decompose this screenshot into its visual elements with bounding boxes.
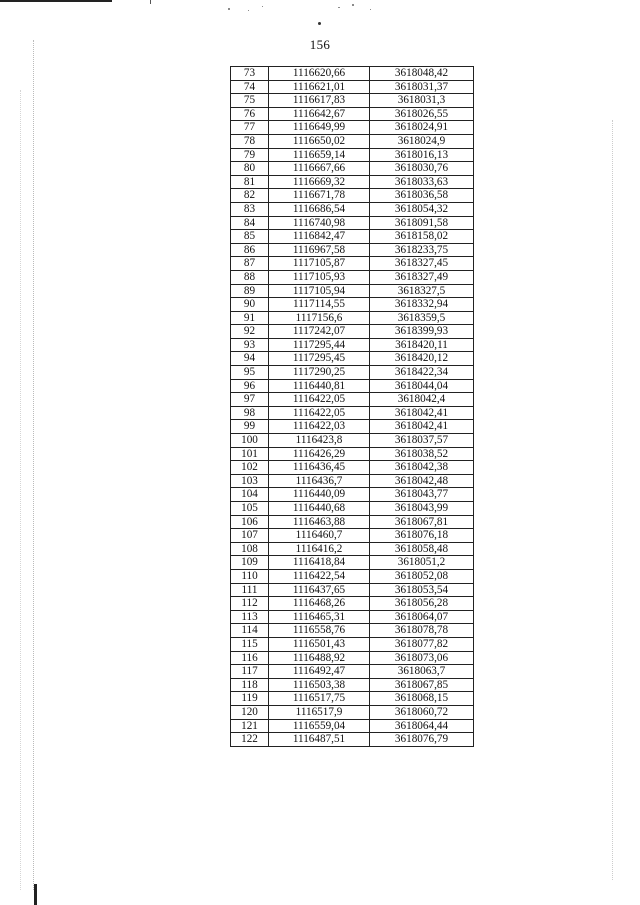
table-row: [231, 556, 474, 570]
x-coordinate-cell: 1116842,47: [269, 230, 370, 244]
x-coordinate-cell: 1116440,68: [269, 502, 370, 516]
point-number-cell: 92: [231, 325, 269, 339]
table-row: [231, 569, 474, 583]
y-coordinate-cell: 3618073,06: [370, 651, 474, 665]
x-coordinate-cell: 1116667,66: [269, 162, 370, 176]
point-number-cell: 90: [231, 298, 269, 312]
y-coordinate-cell: 3618054,32: [370, 202, 474, 216]
table-row: [231, 542, 474, 556]
y-coordinate-cell: 3618031,37: [370, 80, 474, 94]
scan-artifact-bottom-bar: [34, 884, 37, 905]
x-coordinate-cell: 1116501,43: [269, 637, 370, 651]
point-number-cell: 88: [231, 270, 269, 284]
point-number-cell: 86: [231, 243, 269, 257]
table-row: [231, 447, 474, 461]
x-coordinate-cell: 1117105,87: [269, 257, 370, 271]
point-number-cell: 103: [231, 474, 269, 488]
x-coordinate-cell: 1117105,93: [269, 270, 370, 284]
y-coordinate-cell: 3618064,44: [370, 719, 474, 733]
table-row: [231, 461, 474, 475]
x-coordinate-cell: 1116686,54: [269, 202, 370, 216]
x-coordinate-cell: 1116621,01: [269, 80, 370, 94]
point-number-cell: 85: [231, 230, 269, 244]
x-coordinate-cell: 1116659,14: [269, 148, 370, 162]
x-coordinate-cell: 1116558,76: [269, 624, 370, 638]
table-row: [231, 162, 474, 176]
x-coordinate-cell: 1116422,03: [269, 420, 370, 434]
x-coordinate-cell: 1116517,75: [269, 692, 370, 706]
table-row: [231, 692, 474, 706]
x-coordinate-cell: 1116465,31: [269, 610, 370, 624]
scan-artifact-speck: [248, 10, 249, 11]
y-coordinate-cell: 3618158,02: [370, 230, 474, 244]
y-coordinate-cell: 3618399,93: [370, 325, 474, 339]
y-coordinate-cell: 3618422,34: [370, 366, 474, 380]
point-number-cell: 107: [231, 529, 269, 543]
point-number-cell: 111: [231, 583, 269, 597]
scan-artifact-right-stripe: [612, 120, 613, 880]
point-number-cell: 94: [231, 352, 269, 366]
table-row: [231, 189, 474, 203]
x-coordinate-cell: 1116423,8: [269, 434, 370, 448]
y-coordinate-cell: 3618042,4: [370, 393, 474, 407]
scan-artifact-speck: [318, 22, 321, 25]
x-coordinate-cell: 1116436,7: [269, 474, 370, 488]
y-coordinate-cell: 3618063,7: [370, 665, 474, 679]
y-coordinate-cell: 3618043,99: [370, 502, 474, 516]
point-number-cell: 113: [231, 610, 269, 624]
table-row: [231, 80, 474, 94]
table-row: [231, 311, 474, 325]
table-row: [231, 515, 474, 529]
y-coordinate-cell: 3618048,42: [370, 67, 474, 81]
point-number-cell: 77: [231, 121, 269, 135]
y-coordinate-cell: 3618044,04: [370, 379, 474, 393]
point-number-cell: 83: [231, 202, 269, 216]
y-coordinate-cell: 3618038,52: [370, 447, 474, 461]
point-number-cell: 79: [231, 148, 269, 162]
point-number-cell: 73: [231, 67, 269, 81]
y-coordinate-cell: 3618051,2: [370, 556, 474, 570]
point-number-cell: 119: [231, 692, 269, 706]
y-coordinate-cell: 3618016,13: [370, 148, 474, 162]
x-coordinate-cell: 1116418,84: [269, 556, 370, 570]
table-row: [231, 474, 474, 488]
point-number-cell: 108: [231, 542, 269, 556]
y-coordinate-cell: 3618420,12: [370, 352, 474, 366]
y-coordinate-cell: 3618036,58: [370, 189, 474, 203]
table-row: [231, 705, 474, 719]
y-coordinate-cell: 3618077,82: [370, 637, 474, 651]
point-number-cell: 109: [231, 556, 269, 570]
y-coordinate-cell: 3618033,63: [370, 175, 474, 189]
table-row: [231, 678, 474, 692]
table-row: [231, 175, 474, 189]
point-number-cell: 74: [231, 80, 269, 94]
x-coordinate-cell: 1116460,7: [269, 529, 370, 543]
x-coordinate-cell: 1116492,47: [269, 665, 370, 679]
y-coordinate-cell: 3618031,3: [370, 94, 474, 108]
table-row: [231, 502, 474, 516]
x-coordinate-cell: 1116488,92: [269, 651, 370, 665]
point-number-cell: 101: [231, 447, 269, 461]
point-number-cell: 122: [231, 733, 269, 747]
point-number-cell: 95: [231, 366, 269, 380]
y-coordinate-cell: 3618327,5: [370, 284, 474, 298]
table-row: [231, 651, 474, 665]
point-number-cell: 78: [231, 134, 269, 148]
point-number-cell: 89: [231, 284, 269, 298]
x-coordinate-cell: 1117114,55: [269, 298, 370, 312]
table-row: [231, 243, 474, 257]
table-row: [231, 148, 474, 162]
table-row: [231, 665, 474, 679]
table-row: [231, 216, 474, 230]
point-number-cell: 97: [231, 393, 269, 407]
point-number-cell: 105: [231, 502, 269, 516]
point-number-cell: 112: [231, 597, 269, 611]
y-coordinate-cell: 3618327,45: [370, 257, 474, 271]
scan-artifact-speck: [352, 4, 354, 6]
y-coordinate-cell: 3618042,38: [370, 461, 474, 475]
scan-artifact-speck: [262, 6, 263, 7]
x-coordinate-cell: 1116620,66: [269, 67, 370, 81]
page-number: 156: [309, 37, 331, 52]
point-number-cell: 76: [231, 107, 269, 121]
table-row: [231, 733, 474, 747]
table-row: [231, 107, 474, 121]
x-coordinate-cell: 1116463,88: [269, 515, 370, 529]
x-coordinate-cell: 1116468,26: [269, 597, 370, 611]
point-number-cell: 80: [231, 162, 269, 176]
table-row: [231, 94, 474, 108]
point-number-cell: 81: [231, 175, 269, 189]
point-number-cell: 121: [231, 719, 269, 733]
table-row: [231, 393, 474, 407]
x-coordinate-cell: 1116437,65: [269, 583, 370, 597]
x-coordinate-cell: 1116487,51: [269, 733, 370, 747]
table-row: [231, 624, 474, 638]
point-number-cell: 114: [231, 624, 269, 638]
table-row: [231, 610, 474, 624]
point-number-cell: 75: [231, 94, 269, 108]
x-coordinate-cell: 1116740,98: [269, 216, 370, 230]
table-row: [231, 488, 474, 502]
point-number-cell: 100: [231, 434, 269, 448]
point-number-cell: 115: [231, 637, 269, 651]
x-coordinate-cell: 1116436,45: [269, 461, 370, 475]
y-coordinate-cell: 3618327,49: [370, 270, 474, 284]
point-number-cell: 84: [231, 216, 269, 230]
y-coordinate-cell: 3618068,15: [370, 692, 474, 706]
x-coordinate-cell: 1116650,02: [269, 134, 370, 148]
x-coordinate-cell: 1116422,54: [269, 569, 370, 583]
table-row: [231, 270, 474, 284]
y-coordinate-cell: 3618067,85: [370, 678, 474, 692]
table-row: [231, 379, 474, 393]
point-number-cell: 98: [231, 406, 269, 420]
point-number-cell: 120: [231, 705, 269, 719]
table-row: [231, 352, 474, 366]
table-row: [231, 230, 474, 244]
coordinates-table: [230, 66, 474, 747]
scan-artifact-tick: [150, 0, 151, 4]
y-coordinate-cell: 3618024,9: [370, 134, 474, 148]
table-row: [231, 121, 474, 135]
x-coordinate-cell: 1116503,38: [269, 678, 370, 692]
x-coordinate-cell: 1116671,78: [269, 189, 370, 203]
y-coordinate-cell: 3618233,75: [370, 243, 474, 257]
x-coordinate-cell: 1116440,09: [269, 488, 370, 502]
y-coordinate-cell: 3618043,77: [370, 488, 474, 502]
scan-artifact-top-line: [0, 0, 112, 2]
scan-artifact-speck: [228, 8, 230, 10]
table-row: [231, 597, 474, 611]
table-row: [231, 406, 474, 420]
x-coordinate-cell: 1116517,9: [269, 705, 370, 719]
y-coordinate-cell: 3618064,07: [370, 610, 474, 624]
y-coordinate-cell: 3618024,91: [370, 121, 474, 135]
x-coordinate-cell: 1117290,25: [269, 366, 370, 380]
point-number-cell: 117: [231, 665, 269, 679]
table-row: [231, 366, 474, 380]
table-row: [231, 338, 474, 352]
x-coordinate-cell: 1117105,94: [269, 284, 370, 298]
y-coordinate-cell: 3618076,18: [370, 529, 474, 543]
table-row: [231, 202, 474, 216]
y-coordinate-cell: 3618058,48: [370, 542, 474, 556]
x-coordinate-cell: 1116416,2: [269, 542, 370, 556]
point-number-cell: 104: [231, 488, 269, 502]
x-coordinate-cell: 1116967,58: [269, 243, 370, 257]
y-coordinate-cell: 3618042,48: [370, 474, 474, 488]
x-coordinate-cell: 1116642,67: [269, 107, 370, 121]
table-row: [231, 583, 474, 597]
point-number-cell: 87: [231, 257, 269, 271]
table-row: [231, 434, 474, 448]
table-row: [231, 637, 474, 651]
y-coordinate-cell: 3618067,81: [370, 515, 474, 529]
y-coordinate-cell: 3618030,76: [370, 162, 474, 176]
x-coordinate-cell: 1117295,44: [269, 338, 370, 352]
y-coordinate-cell: 3618359,5: [370, 311, 474, 325]
y-coordinate-cell: 3618056,28: [370, 597, 474, 611]
table-row: [231, 284, 474, 298]
y-coordinate-cell: 3618037,57: [370, 434, 474, 448]
scan-artifact-left-stripe: [33, 40, 34, 890]
point-number-cell: 102: [231, 461, 269, 475]
point-number-cell: 106: [231, 515, 269, 529]
point-number-cell: 93: [231, 338, 269, 352]
y-coordinate-cell: 3618053,54: [370, 583, 474, 597]
point-number-cell: 99: [231, 420, 269, 434]
y-coordinate-cell: 3618042,41: [370, 420, 474, 434]
y-coordinate-cell: 3618078,78: [370, 624, 474, 638]
y-coordinate-cell: 3618042,41: [370, 406, 474, 420]
table-row: [231, 719, 474, 733]
x-coordinate-cell: 1116617,83: [269, 94, 370, 108]
y-coordinate-cell: 3618420,11: [370, 338, 474, 352]
table-row: [231, 67, 474, 81]
x-coordinate-cell: 1116440,81: [269, 379, 370, 393]
x-coordinate-cell: 1117242,07: [269, 325, 370, 339]
x-coordinate-cell: 1116649,99: [269, 121, 370, 135]
y-coordinate-cell: 3618091,58: [370, 216, 474, 230]
y-coordinate-cell: 3618076,79: [370, 733, 474, 747]
point-number-cell: 91: [231, 311, 269, 325]
table-row: [231, 298, 474, 312]
point-number-cell: 110: [231, 569, 269, 583]
table-row: [231, 529, 474, 543]
x-coordinate-cell: 1116422,05: [269, 393, 370, 407]
table-row: [231, 134, 474, 148]
coordinates-table-body: [231, 67, 474, 747]
x-coordinate-cell: 1116559,04: [269, 719, 370, 733]
y-coordinate-cell: 3618026,55: [370, 107, 474, 121]
y-coordinate-cell: 3618052,08: [370, 569, 474, 583]
scan-artifact-speck: [338, 7, 340, 8]
x-coordinate-cell: 1117295,45: [269, 352, 370, 366]
table-row: [231, 325, 474, 339]
table-row: [231, 257, 474, 271]
x-coordinate-cell: 1116426,29: [269, 447, 370, 461]
scan-artifact-speck: [370, 9, 371, 10]
y-coordinate-cell: 3618332,94: [370, 298, 474, 312]
point-number-cell: 116: [231, 651, 269, 665]
scan-artifact-left-stripe-faint: [20, 90, 21, 890]
point-number-cell: 118: [231, 678, 269, 692]
point-number-cell: 82: [231, 189, 269, 203]
y-coordinate-cell: 3618060,72: [370, 705, 474, 719]
table-row: [231, 420, 474, 434]
point-number-cell: 96: [231, 379, 269, 393]
x-coordinate-cell: 1117156,6: [269, 311, 370, 325]
x-coordinate-cell: 1116422,05: [269, 406, 370, 420]
x-coordinate-cell: 1116669,32: [269, 175, 370, 189]
